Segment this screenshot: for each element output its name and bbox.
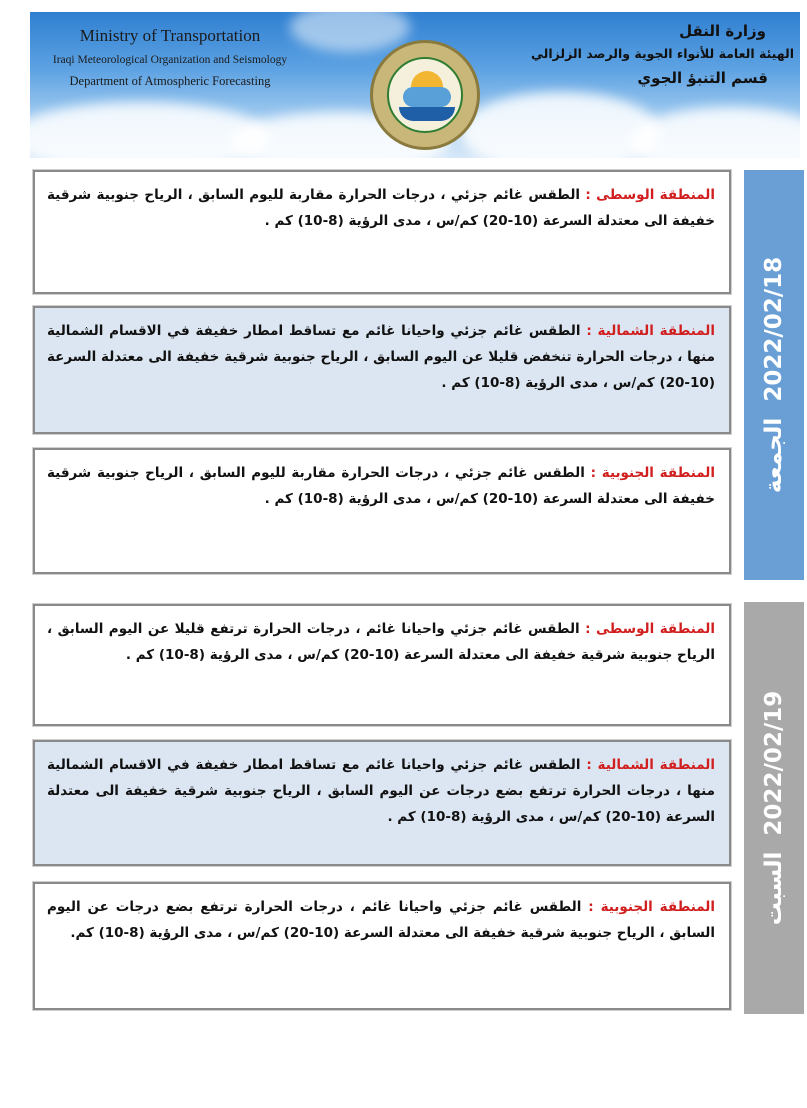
organization-logo: [370, 40, 480, 150]
region-label: المنطقة الوسطى :: [585, 621, 716, 637]
day1-date-bar: [744, 170, 804, 580]
forecast-card-central-day1: [33, 170, 731, 294]
forecast-text: الطقس غائم جزئي واحيانا غائم مع تساقط امطار خفيفة في الاقسام الشمالية منها ، درجات الحرارة تنخفض قليلا عن اليوم السابق ، الرياح جنوبية شرقية خفيفة الى معتدلة السرعة (10-20) كم/س ، مدى الرؤية (8-10) كم .: [47, 323, 715, 391]
cloud-icon: [403, 87, 451, 107]
region-label: المنطقة الوسطى :: [585, 187, 715, 203]
region-label: المنطقة الشمالية :: [586, 323, 715, 339]
logo-emblem: [387, 57, 463, 133]
forecast-card-south-day1: [33, 448, 731, 574]
date-value: 2022/02/18: [761, 256, 787, 402]
date-value: 2022/02/19: [761, 690, 787, 836]
forecast-text: الطقس غائم جزئي واحيانا غائم مع تساقط امطار خفيفة في الاقسام الشمالية منها ، درجات الحرارة ترتفع بضع درجات عن اليوم السابق ، الرياح جنوبية شرقية خفيفة الى معتدلة السرعة (10-20) كم/س ، مدى الرؤية (8-10) كم .: [47, 757, 715, 825]
forecast-text: الطقس غائم جزئي ، درجات الحرارة مقاربة لليوم السابق ، الرياح جنوبية شرقية خفيفة الى معتدلة السرعة (10-20) كم/س ، مدى الرؤية (8-10) كم .: [47, 465, 715, 507]
forecast-card-central-day2: [33, 604, 731, 726]
forecast-card-south-day2: [33, 882, 731, 1010]
day2-label: [761, 691, 787, 926]
forecast-card-north-day1: [33, 306, 731, 434]
day-name: السبت: [761, 851, 787, 926]
organization-name-en: Iraqi Meteorological Organization and Seismology: [52, 54, 288, 66]
ministry-name-ar: وزارة النقل: [679, 22, 766, 40]
cloud-decoration: [290, 12, 410, 52]
region-label: المنطقة الشمالية :: [586, 757, 715, 773]
region-label: المنطقة الجنوبية :: [590, 465, 715, 481]
cloud-decoration: [460, 92, 660, 158]
forecast-text: الطقس غائم جزئي واحيانا غائم ، درجات الحرارة ترتفع قليلا عن اليوم السابق ، الرياح جنوبية شرقية خفيفة الى معتدلة السرعة (10-20) كم/س ، مدى الرؤية (8-10) كم .: [47, 621, 715, 663]
forecast-text: الطقس غائم جزئي واحيانا غائم ، درجات الحرارة ترتفع بضع درجات عن اليوم السابق ، الرياح جنوبية شرقية خفيفة الى معتدلة السرعة (10-20) كم/س ، مدى الرؤية (8-10) كم.: [47, 899, 715, 941]
header-banner: [30, 12, 800, 158]
arabic-heading: [531, 22, 794, 87]
department-name-ar: قسم التنبؤ الجوي: [637, 69, 768, 87]
forecast-card-north-day2: [33, 740, 731, 866]
day1-label: [761, 257, 787, 493]
day2-date-bar: [744, 602, 804, 1014]
water-icon: [399, 107, 455, 121]
region-label: المنطقة الجنوبية :: [588, 899, 715, 915]
ministry-name-en: Ministry of Transportation: [79, 26, 261, 45]
cloud-decoration: [630, 107, 800, 158]
forecast-text: الطقس غائم جزئي ، درجات الحرارة مقاربة لليوم السابق ، الرياح جنوبية شرقية خفيفة الى معتدلة السرعة (10-20) كم/س ، مدى الرؤية (8-10) كم .: [47, 187, 715, 229]
english-heading: [40, 26, 300, 92]
department-name-en: Department of Atmospheric Forecasting: [69, 74, 271, 88]
day-name: الجمعة: [761, 417, 787, 494]
organization-name-ar: الهيئة العامة للأنواء الجوية والرصد الزلزالي: [531, 46, 794, 61]
